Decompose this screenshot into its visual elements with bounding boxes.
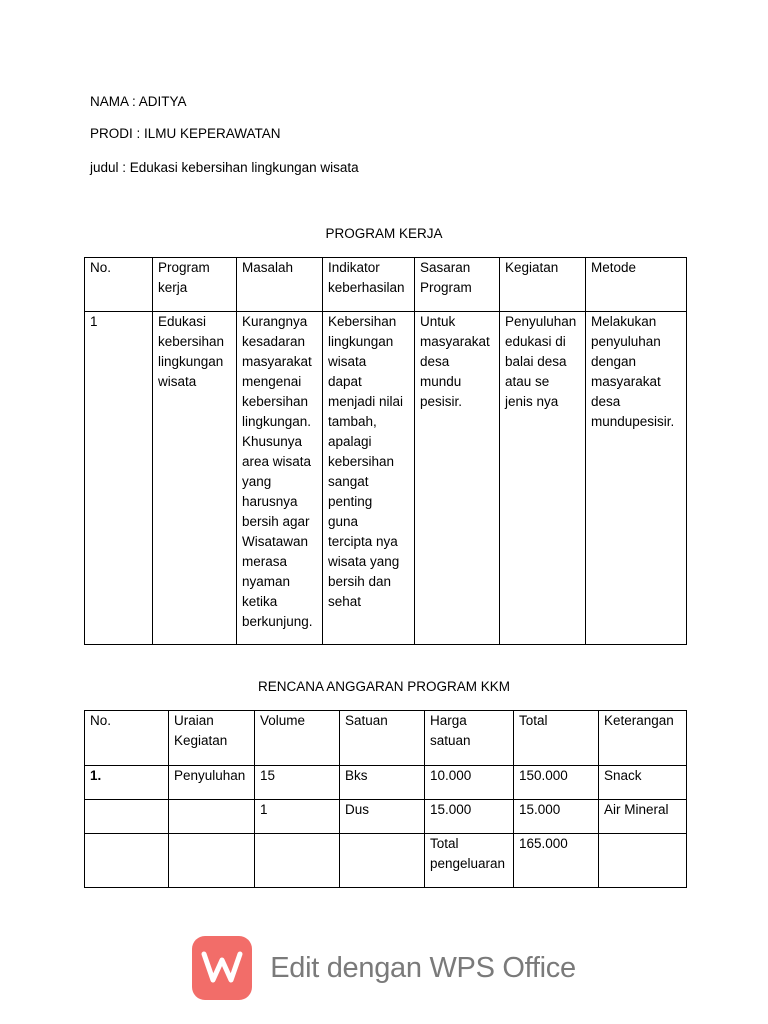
- table-row: [85, 834, 687, 888]
- cell-line: keberhasilan: [328, 280, 405, 295]
- cell-line: berkunjung.: [242, 614, 313, 629]
- cell-line: balai desa: [505, 354, 567, 369]
- cell-line: Edukasi: [158, 314, 207, 329]
- anggaran-title: RENCANA ANGGARAN PROGRAM KKM: [257, 679, 511, 694]
- cell-line: lingkungan.: [242, 414, 312, 429]
- cell-line: guna: [328, 514, 359, 529]
- cell-line: Indikator: [328, 260, 380, 275]
- table-cell: [340, 834, 425, 888]
- header-cell: [599, 711, 687, 766]
- cell-line: 1.: [90, 768, 102, 783]
- cell-line: wisata yang: [328, 554, 400, 569]
- cell-line: 1: [90, 314, 98, 329]
- table-cell: [169, 834, 255, 888]
- table-cell: [255, 800, 340, 834]
- cell-line: Wisatawan: [242, 534, 309, 549]
- cell-line: Total: [430, 836, 459, 851]
- cell-line: dengan: [591, 354, 637, 369]
- cell-line: 15: [260, 768, 276, 783]
- cell-line: Sasaran: [420, 260, 471, 275]
- cell-line: Volume: [260, 713, 306, 728]
- cell-line: Dus: [345, 802, 370, 817]
- cell-line: mengenai: [242, 374, 302, 389]
- cell-line: Program: [158, 260, 210, 275]
- program-kerja-title: PROGRAM KERJA: [325, 226, 443, 241]
- table-cell: [425, 800, 514, 834]
- table-cell: [586, 312, 687, 645]
- table-row: [85, 800, 687, 834]
- cell-line: Kegiatan: [505, 260, 559, 275]
- cell-line: penyuluhan: [591, 334, 661, 349]
- cell-line: lingkungan: [328, 334, 394, 349]
- cell-line: No.: [90, 713, 112, 728]
- cell-line: wisata: [328, 354, 367, 369]
- header-cell: [255, 711, 340, 766]
- table-cell: [153, 312, 237, 645]
- cell-line: atau se: [505, 374, 550, 389]
- anggaran-table: [84, 710, 687, 888]
- table-cell: [514, 834, 599, 888]
- cell-line: desa: [420, 354, 450, 369]
- header-cell: [153, 258, 237, 312]
- cell-line: pesisir.: [420, 394, 463, 409]
- judul-line: judul : Edukasi kebersihan lingkungan wisata: [90, 160, 359, 175]
- cell-line: Penyuluhan: [505, 314, 577, 329]
- prodi-line: PRODI : ILMU KEPERAWATAN: [90, 126, 281, 141]
- table-row: [85, 766, 687, 800]
- cell-line: Khusunya: [242, 434, 303, 449]
- cell-line: Masalah: [242, 260, 294, 275]
- cell-line: Bks: [345, 768, 368, 783]
- cell-line: Snack: [604, 768, 642, 783]
- table-cell: [255, 834, 340, 888]
- cell-line: Metode: [591, 260, 637, 275]
- cell-line: menjadi nilai: [328, 394, 404, 409]
- wps-watermark[interactable]: [0, 935, 768, 1001]
- cell-line: Uraian: [174, 713, 214, 728]
- cell-line: kebersihan: [242, 394, 309, 409]
- table-cell: [514, 800, 599, 834]
- cell-line: kebersihan: [158, 334, 225, 349]
- table-cell: [85, 766, 169, 800]
- header-cell: [415, 258, 500, 312]
- cell-line: 1: [260, 802, 268, 817]
- cell-line: mundupesisir.: [591, 414, 675, 429]
- cell-line: bersih agar: [242, 514, 310, 529]
- cell-line: 165.000: [519, 836, 568, 851]
- cell-line: No.: [90, 260, 112, 275]
- cell-line: edukasi di: [505, 334, 566, 349]
- cell-line: Satuan: [345, 713, 388, 728]
- cell-line: Penyuluhan: [174, 768, 246, 783]
- cell-line: masyarakat: [242, 354, 312, 369]
- cell-line: sangat: [328, 474, 369, 489]
- header-cell: [85, 258, 153, 312]
- cell-line: yang: [242, 474, 272, 489]
- cell-line: area wisata: [242, 454, 312, 469]
- table-header-row: [85, 711, 687, 766]
- cell-line: nyaman: [242, 574, 291, 589]
- cell-line: sehat: [328, 594, 362, 609]
- header-cell: [323, 258, 415, 312]
- header-cell: [237, 258, 323, 312]
- table-cell: [425, 834, 514, 888]
- table-cell: [85, 834, 169, 888]
- cell-line: harusnya: [242, 494, 298, 509]
- table-cell: [169, 800, 255, 834]
- table-cell: [340, 800, 425, 834]
- cell-line: Melakukan: [591, 314, 657, 329]
- header-cell: [500, 258, 586, 312]
- cell-line: masyarakat: [420, 334, 490, 349]
- header-cell: [514, 711, 599, 766]
- cell-line: wisata: [158, 374, 197, 389]
- table-cell: [323, 312, 415, 645]
- cell-line: kesadaran: [242, 334, 306, 349]
- cell-line: satuan: [430, 733, 471, 748]
- cell-line: 15.000: [519, 802, 561, 817]
- wps-watermark-text: Edit dengan WPS Office: [270, 951, 576, 984]
- cell-line: bersih dan: [328, 574, 392, 589]
- table-cell: [500, 312, 586, 645]
- cell-line: dapat: [328, 374, 362, 389]
- header-cell: [425, 711, 514, 766]
- table-cell: [599, 766, 687, 800]
- cell-line: ketika: [242, 594, 278, 609]
- cell-line: Kurangnya: [242, 314, 308, 329]
- cell-line: lingkungan: [158, 354, 224, 369]
- cell-line: desa: [591, 394, 621, 409]
- cell-line: kebersihan: [328, 454, 395, 469]
- cell-line: Program: [420, 280, 472, 295]
- cell-line: masyarakat: [591, 374, 661, 389]
- wps-logo-icon: [192, 936, 252, 1000]
- cell-line: mundu: [420, 374, 462, 389]
- cell-line: 15.000: [430, 802, 472, 817]
- cell-line: Kegiatan: [174, 733, 228, 748]
- cell-line: Keterangan: [604, 713, 674, 728]
- header-cell: [169, 711, 255, 766]
- cell-line: jenis nya: [505, 394, 559, 409]
- nama-line: NAMA : ADITYA: [90, 94, 187, 109]
- cell-line: tambah,: [328, 414, 377, 429]
- table-cell: [85, 312, 153, 645]
- cell-line: merasa: [242, 554, 288, 569]
- table-header-row: [85, 258, 687, 312]
- cell-line: Untuk: [420, 314, 456, 329]
- table-cell: [255, 766, 340, 800]
- cell-line: 150.000: [519, 768, 568, 783]
- table-row: [85, 312, 687, 645]
- cell-line: Air Mineral: [604, 802, 669, 817]
- table-cell: [599, 834, 687, 888]
- program-kerja-table: [84, 257, 687, 645]
- table-cell: [599, 800, 687, 834]
- cell-line: kerja: [158, 280, 188, 295]
- cell-line: Harga: [430, 713, 467, 728]
- table-cell: [425, 766, 514, 800]
- cell-line: 10.000: [430, 768, 472, 783]
- header-cell: [85, 711, 169, 766]
- header-cell: [340, 711, 425, 766]
- table-cell: [85, 800, 169, 834]
- cell-line: tercipta nya: [328, 534, 398, 549]
- table-cell: [237, 312, 323, 645]
- cell-line: pengeluaran: [430, 856, 506, 871]
- table-cell: [514, 766, 599, 800]
- cell-line: Kebersihan: [328, 314, 397, 329]
- cell-line: Total: [519, 713, 548, 728]
- table-cell: [415, 312, 500, 645]
- cell-line: penting: [328, 494, 373, 509]
- table-cell: [340, 766, 425, 800]
- cell-line: apalagi: [328, 434, 372, 449]
- header-cell: [586, 258, 687, 312]
- table-cell: [169, 766, 255, 800]
